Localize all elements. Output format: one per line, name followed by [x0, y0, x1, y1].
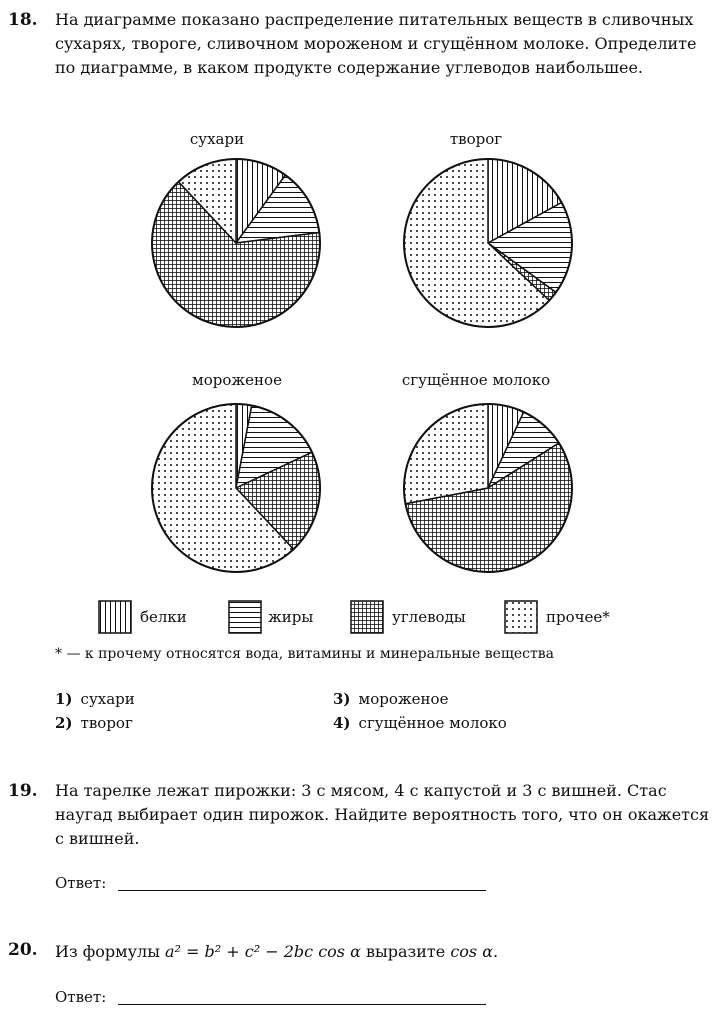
legend-swatch-proteins: [98, 600, 132, 634]
option-4-label: сгущённое молоко: [358, 714, 507, 732]
pie-4-slice-other: [404, 404, 488, 504]
option-3-label: мороженое: [358, 690, 449, 708]
problem-20-number: 20.: [8, 940, 38, 960]
footnote: * — к прочему относятся вода, витамины и минеральные вещества: [55, 646, 554, 662]
option-1-label: сухари: [80, 690, 135, 708]
legend-swatch-other: [504, 600, 538, 634]
pie-title-sgushchennoe: сгущённое молоко: [401, 371, 551, 389]
problem-20-text-after: выразите: [360, 942, 451, 961]
problem-20-text: [55, 940, 717, 964]
legend-swatch-carbs: [350, 600, 384, 634]
legend-label-other: прочее*: [546, 608, 610, 626]
pie-title-suhari: сухари: [189, 130, 245, 148]
option-2[interactable]: [55, 714, 133, 732]
option-4-number: 4): [333, 714, 351, 732]
problem-19-answer-field[interactable]: [118, 890, 486, 891]
problem-19-text: На тарелке лежат пирожки: 3 с мясом, 4 с капустой и 3 с вишней. Стас наугад выбирает один пирожок. Найдите вероятность того, что он окажется с вишней.: [55, 781, 710, 848]
option-4[interactable]: [333, 714, 507, 732]
pie-title-morozhenoe: мороженое: [192, 371, 282, 389]
option-3[interactable]: [333, 690, 448, 708]
problem-20-text-before: Из формулы: [55, 942, 166, 961]
legend-label-fats: жиры: [268, 608, 314, 626]
legend-label-proteins: белки: [140, 608, 187, 626]
problem-20-answer-label: Ответ:: [55, 988, 107, 1006]
option-2-label: творог: [80, 714, 133, 732]
problem-20-answer-field[interactable]: [118, 1004, 486, 1005]
problem-18-number: 18.: [8, 10, 38, 30]
pie-title-tvorog: творог: [449, 130, 503, 148]
option-2-number: 2): [55, 714, 73, 732]
problem-20-target: cos α.: [450, 942, 499, 961]
problem-19-number: 19.: [8, 781, 38, 801]
option-1[interactable]: [55, 690, 135, 708]
problem-19-answer-label: Ответ:: [55, 874, 107, 892]
problem-18-text: На диаграмме показано распределение питательных веществ в сливочных сухарях, твороге, сливочном мороженом и сгущённом молоке. Определите по диаграмме, в каком продукте содержание углеводов наибольшее.: [55, 10, 697, 77]
option-3-number: 3): [333, 690, 351, 708]
legend-label-carbs: углеводы: [392, 608, 466, 626]
legend-swatch-fats: [228, 600, 262, 634]
problem-20-formula: a² = b² + c² − 2bc cos α: [165, 942, 361, 961]
option-1-number: 1): [55, 690, 73, 708]
